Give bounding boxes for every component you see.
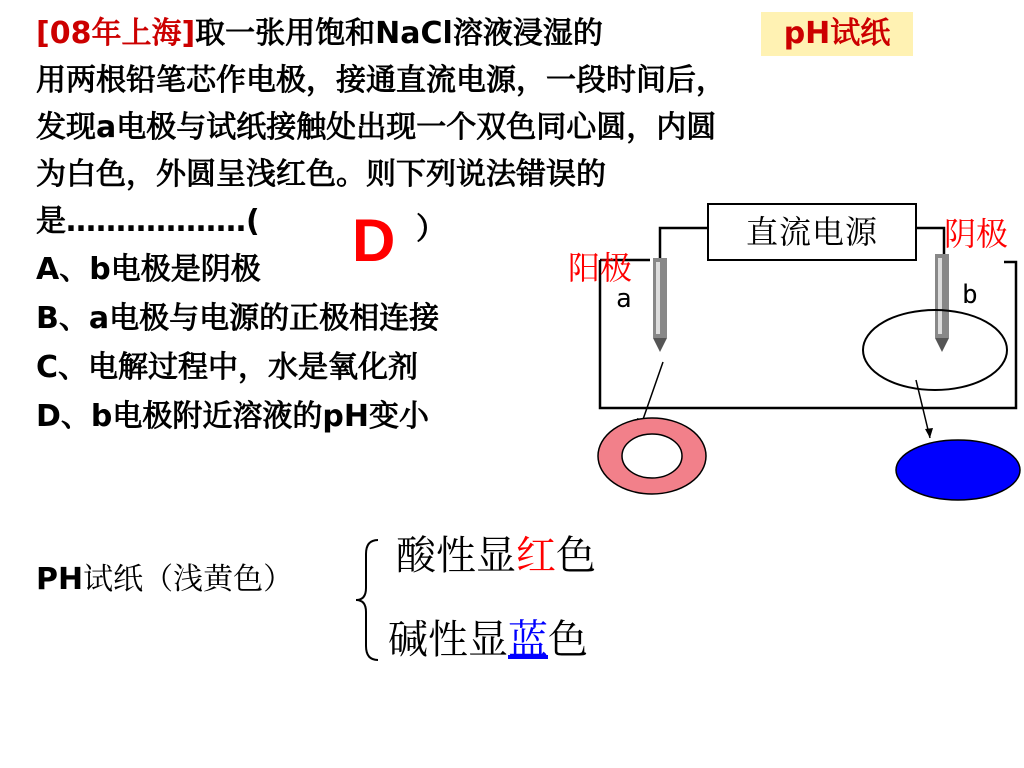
question-line-2: 用两根铅笔芯作电极，接通直流电源，一段时间后， <box>36 63 726 98</box>
ph-paper-highlight: pH试纸 <box>761 12 913 56</box>
option-d[interactable]: D、b电极附近溶液的pH变小 <box>36 399 429 434</box>
cathode-label: 阴极 <box>944 215 1009 253</box>
acid-rule: 酸性显红色 <box>396 533 596 579</box>
options-list <box>36 245 439 441</box>
blue-spot <box>896 440 1020 500</box>
ring-inner-white <box>622 434 682 478</box>
question-line-3: 发现a电极与试纸接触处出现一个双色同心圆，内圆 <box>36 110 717 145</box>
answer-bracket-close: ） <box>416 212 446 247</box>
anode-label: 阳极 <box>568 249 633 287</box>
electrode-a-label: a <box>616 284 632 314</box>
question-line-1: [08年上海]取一张用饱和NaCl溶液浸湿的 <box>36 16 603 51</box>
dc-power-label: 直流电源 <box>745 213 878 251</box>
electrode-b-label: b <box>962 280 978 310</box>
brace-icon <box>352 536 382 664</box>
electrode-b <box>935 254 949 352</box>
question-line-5: 是………………( <box>36 204 260 239</box>
option-a[interactable]: A、b电极是阴极 <box>36 252 261 287</box>
ph-paper-note: PH试纸（浅黄色） <box>36 562 294 597</box>
electrode-a <box>653 258 667 352</box>
base-rule: 碱性显蓝色 <box>388 617 588 663</box>
option-b[interactable]: B、a电极与电源的正极相连接 <box>36 301 440 336</box>
option-c[interactable]: C、电解过程中，水是氧化剂 <box>36 350 419 385</box>
question-source-tag: [08年上海] <box>36 16 196 51</box>
answer-letter: D <box>352 207 396 274</box>
question-line-4: 为白色，外圆呈浅红色。则下列说法错误的 <box>36 157 606 192</box>
